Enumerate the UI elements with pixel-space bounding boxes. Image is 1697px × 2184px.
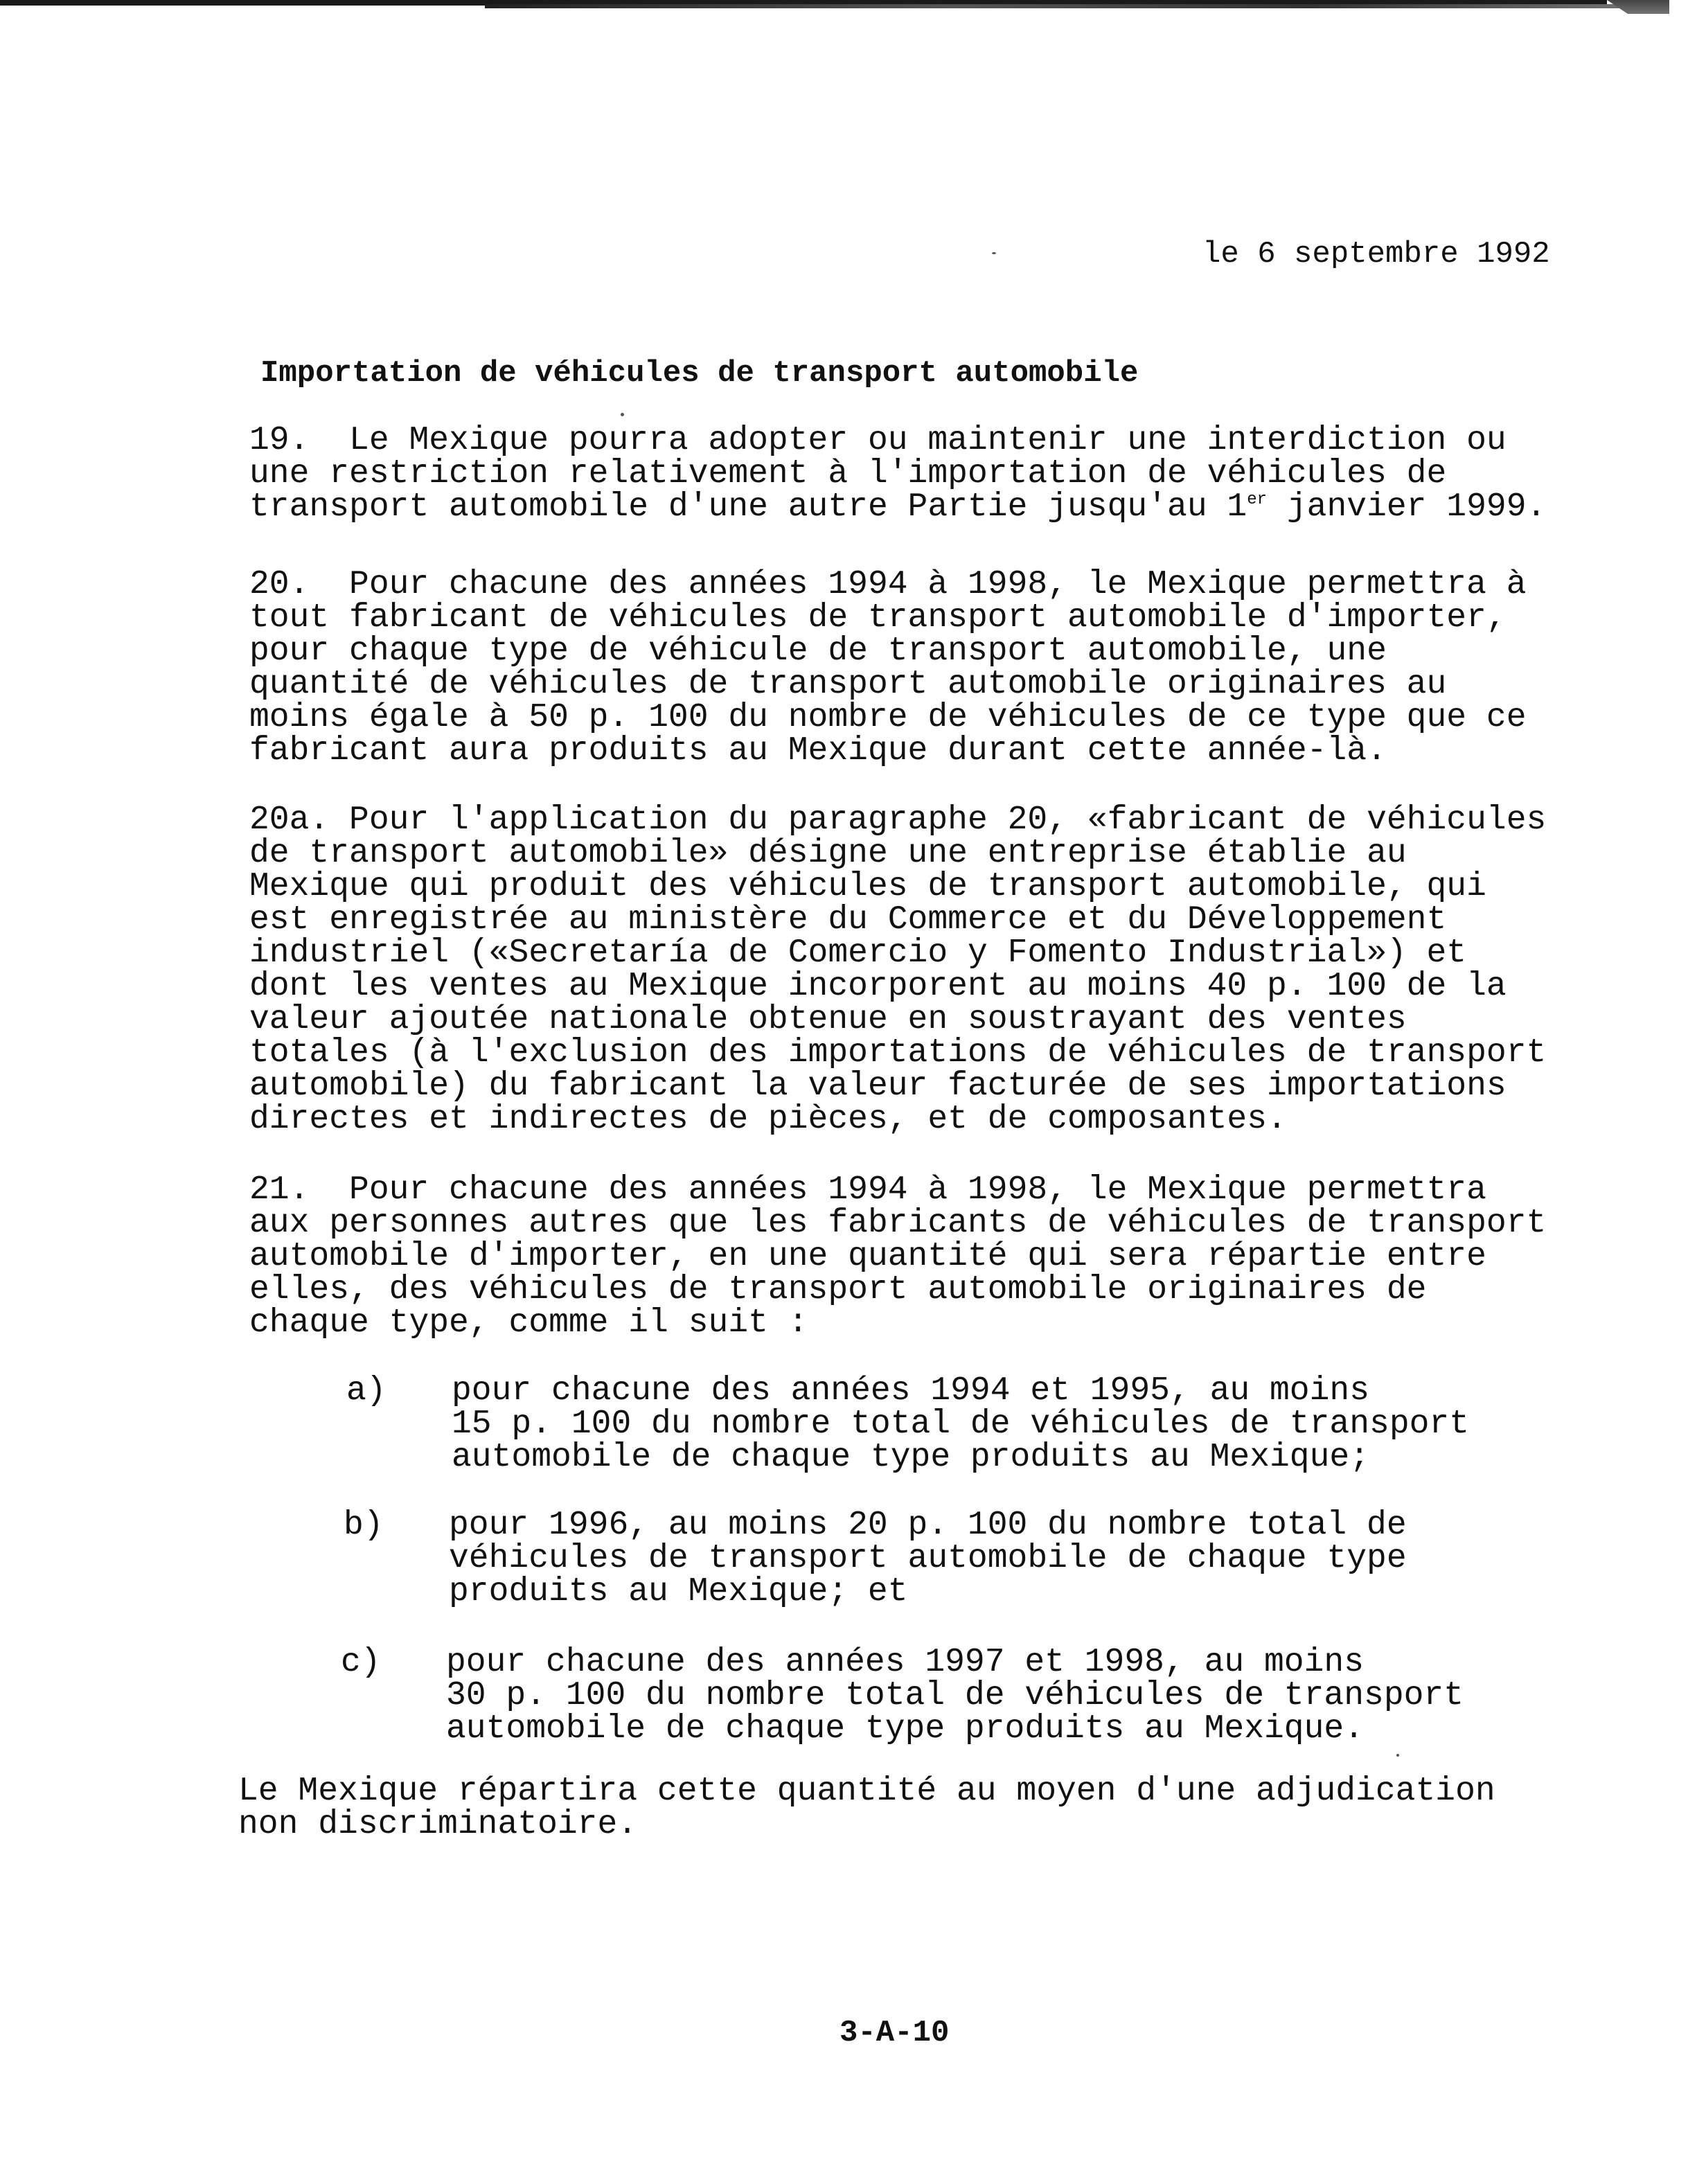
- paragraph-19: [249, 424, 1607, 524]
- list-line: automobile de chaque type produits au Mexique;: [452, 1439, 1370, 1476]
- paragraph-line: dont les ventes au Mexique incorporent au moins 40 p. 100 de la: [249, 968, 1507, 1005]
- paragraph-line: 20a. Pour l'application du paragraphe 20, «fabricant de véhicules: [249, 801, 1547, 839]
- paragraph-line: industriel («Secretaría de Comercio y Fomento Industrial») et: [249, 934, 1467, 972]
- paragraph-line: chaque type, comme il suit :: [249, 1304, 808, 1342]
- paragraph-line: non discriminatoire.: [238, 1806, 638, 1843]
- paragraph-21: [249, 1173, 1607, 1340]
- paragraph-line: automobile) du fabricant la valeur facturée de ses importations: [249, 1067, 1507, 1105]
- scan-speck: [1396, 1754, 1399, 1757]
- scan-top-edge: [0, 0, 1697, 14]
- list-line: produits au Mexique; et: [449, 1573, 908, 1610]
- paragraph-line: 20. Pour chacune des années 1994 à 1998, le Mexique permettra à: [249, 566, 1527, 603]
- list-marker: a): [346, 1372, 387, 1410]
- list-item-body: [452, 1374, 1560, 1474]
- list-line: pour 1996, au moins 20 p. 100 du nombre total de: [449, 1507, 1407, 1544]
- paragraph-line: pour chaque type de véhicule de transport automobile, une: [249, 632, 1387, 670]
- list-line: automobile de chaque type produits au Mexique.: [446, 1710, 1365, 1748]
- list-line: véhicules de transport automobile de chaque type: [449, 1540, 1407, 1577]
- section-heading: Importation de véhicules de transport automobile: [260, 356, 1139, 391]
- superscript: er: [1247, 490, 1268, 509]
- paragraph-line: Mexique qui produit des véhicules de transport automobile, qui: [249, 868, 1486, 905]
- paragraph-line: aux personnes autres que les fabricants de véhicules de transport: [249, 1205, 1547, 1242]
- list-line: pour chacune des années 1997 et 1998, au moins: [446, 1644, 1365, 1681]
- list-item-body: [449, 1509, 1557, 1608]
- scan-speck: [621, 413, 624, 416]
- paragraph-line: de transport automobile» désigne une entreprise établie au: [249, 835, 1407, 872]
- document-date: le 6 septembre 1992: [1202, 237, 1550, 272]
- list-marker: b): [344, 1507, 384, 1544]
- list-item-body: [446, 1646, 1554, 1746]
- list-line: 15 p. 100 du nombre total de véhicules de transport: [452, 1405, 1470, 1443]
- closing-paragraph: [238, 1775, 1596, 1841]
- paragraph-20a: [249, 801, 1607, 1138]
- paragraph-line: 19. Le Mexique pourra adopter ou maintenir une interdiction ou: [249, 422, 1507, 459]
- paragraph-line: moins égale à 50 p. 100 du nombre de véhicules de ce type que ce: [249, 699, 1527, 736]
- paragraph-line: Le Mexique répartira cette quantité au moyen d'une adjudication: [238, 1773, 1495, 1810]
- scan-speck: [992, 252, 996, 254]
- paragraph-line: automobile d'importer, en une quantité qui sera répartie entre: [249, 1238, 1486, 1275]
- paragraph-line: [249, 490, 1607, 524]
- list-line: pour chacune des années 1994 et 1995, au moins: [452, 1372, 1370, 1410]
- paragraph-20: [249, 566, 1607, 770]
- list-line: 30 p. 100 du nombre total de véhicules de transport: [446, 1677, 1464, 1714]
- paragraph-text: transport automobile d'une autre Partie jusqu'au 1: [249, 488, 1247, 526]
- paragraph-line: valeur ajoutée nationale obtenue en soustrayant des ventes: [249, 1001, 1407, 1038]
- paragraph-text: janvier 1999.: [1267, 488, 1547, 526]
- paragraph-line: tout fabricant de véhicules de transport automobile d'importer,: [249, 599, 1507, 637]
- paragraph-line: est enregistrée au ministère du Commerce et du Développement: [249, 901, 1447, 939]
- paragraph-line: totales (à l'exclusion des importations de véhicules de transport: [249, 1034, 1547, 1072]
- paragraph-line: 21. Pour chacune des années 1994 à 1998, le Mexique permettra: [249, 1171, 1486, 1209]
- paragraph-line: directes et indirectes de pièces, et de composantes.: [249, 1101, 1287, 1138]
- paragraph-line: elles, des véhicules de transport automobile originaires de: [249, 1271, 1427, 1308]
- list-marker: c): [341, 1644, 381, 1681]
- page-number: 3-A-10: [839, 2016, 950, 2050]
- paragraph-line: quantité de véhicules de transport automobile originaires au: [249, 666, 1447, 703]
- paragraph-line: fabricant aura produits au Mexique durant cette année-là.: [249, 732, 1387, 770]
- paragraph-line: une restriction relativement à l'importation de véhicules de: [249, 455, 1447, 492]
